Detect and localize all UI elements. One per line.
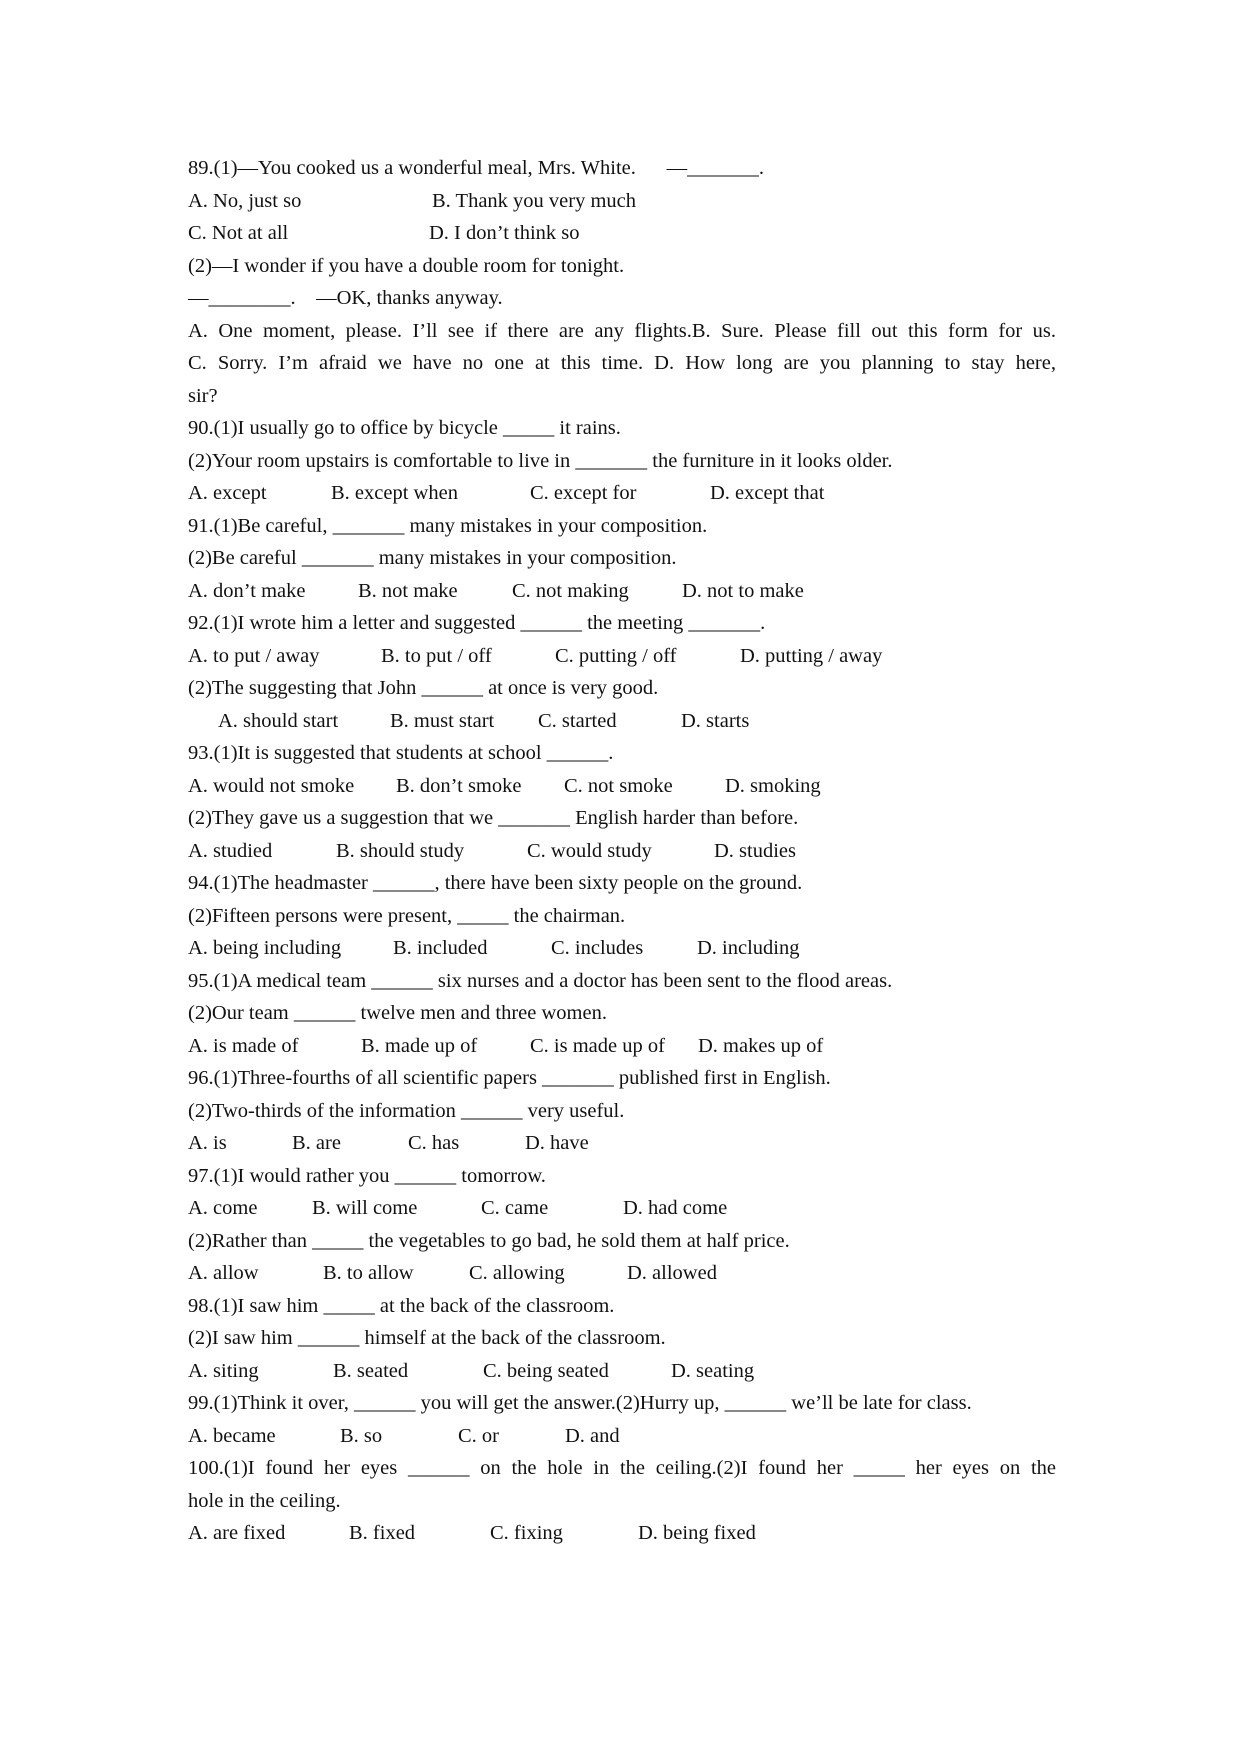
question-line: 94.(1)The headmaster ______, there have been sixty people on the ground. (188, 872, 803, 894)
answer-option: A. allow (188, 1262, 259, 1284)
answer-option: D. have (525, 1132, 589, 1154)
question-line: C. Sorry. I’m afraid we have no one at this time. D. How long are you planning to stay here, (188, 352, 1056, 374)
answer-option: C. not making (512, 579, 629, 602)
answer-option: B. so (340, 1424, 383, 1447)
answer-option: A. except (188, 482, 267, 504)
answer-option: A. No, just so (188, 189, 302, 212)
answer-option: D. smoking (725, 774, 821, 797)
answer-option: C. is made up of (530, 1034, 665, 1057)
question-line: (2)The suggesting that John ______ at once is very good. (188, 677, 659, 699)
answer-option: C. putting / off (555, 644, 677, 667)
answer-option: B. made up of (361, 1034, 478, 1057)
question-line: 95.(1)A medical team ______ six nurses and a doctor has been sent to the flood areas. (188, 969, 893, 992)
answer-options-row (188, 1420, 1056, 1453)
answer-options-row (188, 185, 1056, 218)
answer-option: A. to put / away (188, 644, 320, 667)
question-line: 98.(1)I saw him _____ at the back of the classroom. (188, 1294, 615, 1317)
answer-option: B. fixed (349, 1522, 416, 1544)
answer-option: D. seating (671, 1359, 755, 1382)
answer-option: A. siting (188, 1359, 259, 1382)
answer-option: C. Not at all (188, 222, 289, 244)
answer-options-row (188, 575, 1056, 608)
answer-option: A. would not smoke (188, 774, 355, 797)
answer-option: C. except for (530, 482, 637, 504)
answer-option: B. must start (390, 709, 495, 732)
answer-option: D. except that (710, 482, 825, 504)
answer-option: A. studied (188, 839, 273, 862)
question-line: —________. —OK, thanks anyway. (188, 287, 503, 309)
answer-options-row (188, 1355, 1056, 1388)
question-line: 93.(1)It is suggested that students at school ______. (188, 742, 614, 764)
answer-option: A. are fixed (188, 1522, 286, 1544)
answer-option: B. should study (336, 839, 465, 862)
answer-options-row (188, 1127, 1056, 1160)
answer-options-row (188, 1192, 1056, 1225)
question-line: 91.(1)Be careful, _______ many mistakes in your composition. (188, 514, 708, 537)
answer-option: B. except when (331, 482, 458, 504)
answer-option: C. came (481, 1197, 549, 1219)
question-line: 89.(1)—You cooked us a wonderful meal, Mrs. White. —_______. (188, 157, 765, 179)
answer-options-row (188, 1030, 1056, 1063)
answer-options-row (188, 1517, 1056, 1550)
answer-option: D. not to make (682, 579, 804, 602)
answer-options-row (188, 1257, 1056, 1290)
answer-option: D. including (697, 937, 800, 959)
question-line: 96.(1)Three-fourths of all scientific papers _______ published first in English. (188, 1067, 831, 1089)
answer-option: B. will come (312, 1197, 418, 1219)
answer-option: D. had come (623, 1197, 728, 1219)
answer-option: A. is (188, 1132, 227, 1154)
question-line: A. One moment, please. I’ll see if there are any flights.B. Sure. Please fill out this form for us. (188, 319, 1056, 342)
answer-option: C. started (538, 709, 617, 732)
answer-option: C. has (408, 1132, 460, 1154)
document-page (188, 152, 1056, 1550)
answer-option: D. putting / away (740, 644, 883, 667)
answer-option: C. or (458, 1424, 499, 1447)
question-line: sir? (188, 384, 218, 407)
answer-option: B. don’t smoke (396, 774, 522, 797)
question-line: 90.(1)I usually go to office by bicycle _____ it rains. (188, 417, 621, 439)
answer-options-row (188, 477, 1056, 510)
answer-option: D. starts (681, 709, 750, 732)
answer-option: A. became (188, 1424, 276, 1447)
question-line: (2)Fifteen persons were present, _____ the chairman. (188, 904, 626, 927)
question-line: (2)Rather than _____ the vegetables to go bad, he sold them at half price. (188, 1229, 790, 1252)
question-line: (2)Be careful _______ many mistakes in your composition. (188, 547, 677, 569)
answer-option: B. Thank you very much (432, 189, 637, 212)
answer-option: A. being including (188, 937, 342, 959)
answer-option: C. includes (551, 937, 644, 959)
answer-options-row (188, 932, 1056, 965)
answer-option: A. don’t make (188, 579, 306, 602)
answer-option: C. fixing (490, 1522, 563, 1544)
answer-option: C. would study (527, 839, 652, 862)
answer-option: B. not make (358, 579, 458, 602)
answer-option: D. and (565, 1424, 620, 1447)
answer-option: D. allowed (627, 1262, 717, 1284)
answer-option: B. seated (333, 1359, 409, 1382)
question-line: (2)Your room upstairs is comfortable to live in _______ the furniture in it looks older. (188, 449, 893, 472)
answer-option: A. come (188, 1197, 258, 1219)
question-line: 97.(1)I would rather you ______ tomorrow. (188, 1164, 546, 1187)
answer-option: B. to allow (323, 1262, 414, 1284)
answer-options-row (188, 640, 1056, 673)
answer-option: C. allowing (469, 1262, 565, 1284)
question-line: 100.(1)I found her eyes ______ on the hole in the ceiling.(2)I found her _____ her eyes on the (188, 1457, 1056, 1479)
question-line: (2)Two-thirds of the information ______ very useful. (188, 1099, 625, 1122)
question-line: (2)Our team ______ twelve men and three women. (188, 1002, 607, 1024)
answer-options-row (188, 217, 1056, 250)
answer-options-row (188, 835, 1056, 868)
answer-options-row (188, 705, 1056, 738)
question-line: (2)I saw him ______ himself at the back of the classroom. (188, 1327, 666, 1349)
answer-option: D. studies (714, 839, 796, 862)
answer-option: D. being fixed (638, 1522, 756, 1544)
answer-option: D. I don’t think so (429, 222, 580, 244)
question-line: 99.(1)Think it over, ______ you will get the answer.(2)Hurry up, ______ we’ll be late for class. (188, 1392, 972, 1414)
answer-option: B. are (292, 1132, 341, 1154)
question-line: hole in the ceiling. (188, 1489, 341, 1512)
answer-option: A. is made of (188, 1034, 299, 1057)
answer-option: C. not smoke (564, 774, 673, 797)
answer-option: D. makes up of (698, 1034, 824, 1057)
answer-options-row (188, 770, 1056, 803)
answer-option: A. should start (218, 709, 339, 732)
answer-option: B. to put / off (381, 644, 492, 667)
answer-option: B. included (393, 937, 488, 959)
question-line: 92.(1)I wrote him a letter and suggested ______ the meeting _______. (188, 612, 766, 634)
answer-option: C. being seated (483, 1359, 609, 1382)
question-line: (2)They gave us a suggestion that we _______ English harder than before. (188, 807, 799, 829)
question-line: (2)—I wonder if you have a double room for tonight. (188, 254, 625, 277)
